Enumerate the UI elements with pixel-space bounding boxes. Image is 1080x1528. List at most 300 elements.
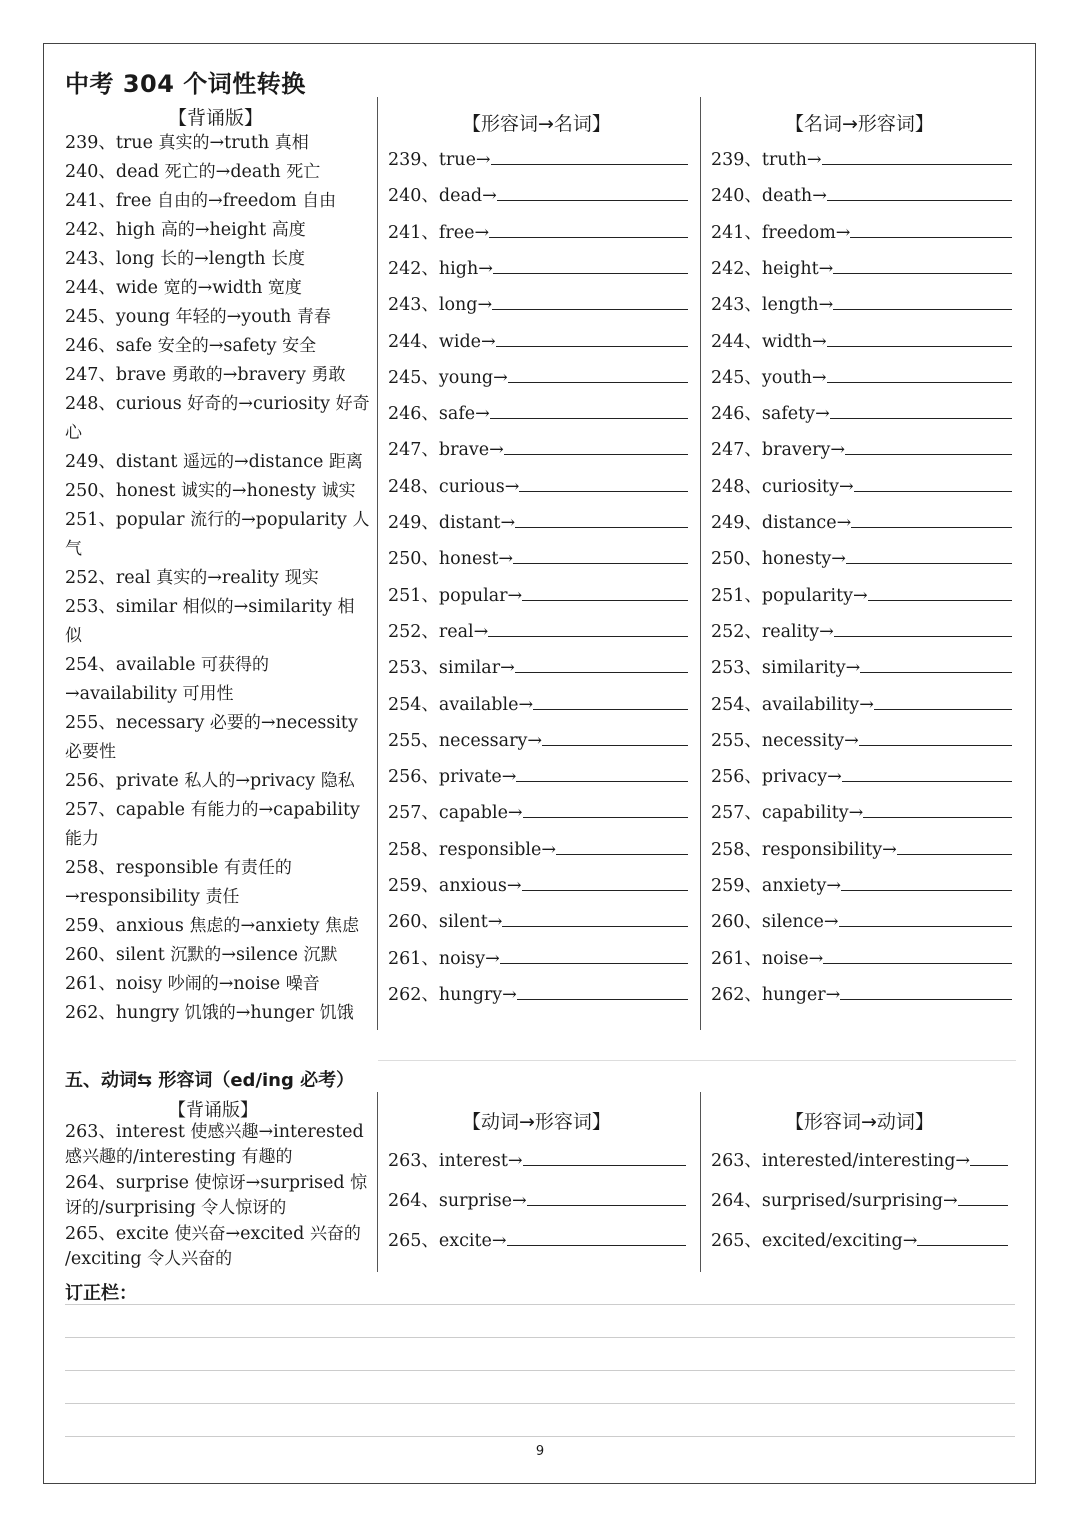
noun-to-adj-row (711, 509, 1012, 534)
answer-blank[interactable] (840, 981, 1012, 1000)
answer-blank[interactable] (833, 291, 1012, 310)
chinese-meaning: 自由的 (157, 191, 209, 211)
english-word: 255、necessary (65, 713, 210, 733)
answer-blank[interactable] (850, 219, 1012, 238)
correction-label: 订正栏： (65, 1283, 137, 1304)
adj-to-noun-row (388, 908, 688, 933)
adj-to-noun-row (388, 182, 688, 207)
answer-blank[interactable] (839, 908, 1012, 927)
chinese-meaning: 诚实的 (180, 481, 232, 501)
noun-to-adj-row (711, 763, 1012, 788)
prompt-word: 263、interest→ (388, 1151, 523, 1171)
recite-item (65, 767, 371, 796)
chinese-meaning: 诚实 (321, 481, 356, 501)
english-word: →availability (65, 684, 183, 704)
chinese-meaning: 好奇心 (65, 394, 370, 443)
english-word: 250、honest (65, 481, 181, 501)
prompt-word: 259、anxiety→ (711, 876, 842, 896)
answer-blank[interactable] (830, 400, 1012, 419)
chinese-meaning: 真实的 (158, 133, 210, 153)
answer-blank[interactable] (497, 182, 688, 201)
prompt-word: 262、hunger→ (711, 984, 841, 1005)
chinese-meaning: 距离 (328, 452, 363, 472)
chinese-meaning: 流行的 (190, 510, 242, 530)
noun-to-adj-row (711, 727, 1012, 752)
english-word: 261、noisy (65, 974, 168, 994)
prompt-word: 254、availability→ (711, 694, 874, 715)
answer-blank[interactable] (859, 727, 1012, 746)
prompt-word: 244、width→ (711, 331, 827, 352)
chinese-meaning: 可用性 (182, 684, 234, 704)
answer-blank[interactable] (523, 799, 688, 818)
prompt-word: 265、excite→ (388, 1231, 507, 1251)
chinese-meaning: 高的 (160, 220, 195, 240)
prompt-word: 254、available→ (388, 694, 534, 715)
answer-blank[interactable] (842, 763, 1012, 782)
adj-to-noun-row (388, 691, 688, 716)
english-word: →popularity (241, 510, 353, 530)
chinese-meaning: 青春 (296, 307, 331, 327)
english-word: →necessity (260, 713, 358, 733)
prompt-word: 257、capable→ (388, 803, 523, 824)
answer-blank[interactable] (500, 945, 688, 964)
english-word: 253、similar (65, 597, 183, 617)
noun-to-adj-row (711, 400, 1012, 425)
english-word: →freedom (208, 191, 303, 211)
english-word: →anxiety (240, 916, 326, 936)
answer-blank[interactable] (868, 582, 1012, 601)
english-word: →curiosity (238, 394, 336, 414)
adj-to-noun-row (388, 364, 688, 389)
section-five-recite-header: 【背诵版】 (168, 1100, 258, 1121)
answer-blank[interactable] (863, 799, 1012, 818)
english-word: →responsibility (65, 887, 206, 907)
prompt-word: 249、distance→ (711, 513, 852, 533)
section-five-title: 五、动词⇆ 形容词（ed/ing 必考） (65, 1070, 355, 1091)
chinese-meaning: 吵闹的 (167, 974, 219, 994)
recite-item (65, 1222, 375, 1272)
chinese-meaning: 能力 (65, 829, 99, 849)
page-title: 中考 304 个词性转换 (65, 70, 306, 98)
verb-to-adj-row (388, 1187, 686, 1212)
answer-blank[interactable] (522, 872, 688, 891)
adj-to-noun-row (388, 981, 688, 1006)
english-word: 257、capable (65, 800, 191, 820)
answer-blank[interactable] (822, 146, 1012, 165)
chinese-meaning: 饥饿 (319, 1003, 354, 1023)
english-word: →reality (207, 568, 285, 588)
prompt-word: 263、interested/interesting→ (711, 1151, 971, 1171)
verb-to-adj-header: 【动词→形容词】 (462, 1111, 611, 1133)
answer-blank[interactable] (517, 981, 688, 1000)
noun-to-adj-row (711, 836, 1012, 861)
english-word: 245、young (65, 307, 176, 327)
prompt-word: 242、high→ (388, 258, 493, 279)
recite-item (65, 709, 371, 767)
noun-to-adj-row (711, 291, 1012, 316)
recite-item (65, 1120, 375, 1170)
english-word: 242、high (65, 220, 161, 240)
chinese-meaning: 安全的 (157, 336, 209, 356)
noun-to-adj-row (711, 981, 1012, 1006)
english-word: →honesty (231, 481, 322, 501)
noun-to-adj-header: 【名词→形容词】 (785, 113, 934, 135)
prompt-word: 250、honesty→ (711, 549, 846, 570)
chinese-meaning: 饥饿的 (184, 1003, 236, 1023)
prompt-word: 258、responsible→ (388, 839, 557, 860)
chinese-meaning: 使感兴趣 (190, 1122, 259, 1142)
adj-to-noun-row (388, 255, 688, 280)
recite-item (65, 970, 371, 999)
answer-blank[interactable] (502, 908, 688, 927)
adj-to-noun-row (388, 799, 688, 824)
answer-blank[interactable] (851, 509, 1012, 528)
adj-to-noun-row (388, 473, 688, 498)
chinese-meaning: 必要的 (209, 713, 261, 733)
chinese-meaning: 兴奋的 (309, 1224, 361, 1244)
answer-blank[interactable] (527, 1187, 686, 1206)
english-word: 247、brave (65, 365, 172, 385)
chinese-meaning: 有趣的 (241, 1147, 293, 1167)
recite-item (65, 1171, 375, 1221)
chinese-meaning: 必要性 (65, 742, 116, 762)
english-word: →length (194, 249, 272, 269)
noun-to-adj-row (711, 182, 1012, 207)
prompt-word: 252、real→ (388, 621, 489, 642)
recite-item (65, 274, 371, 303)
adj-to-noun-row (388, 328, 688, 353)
answer-blank[interactable] (845, 436, 1012, 455)
adj-to-noun-row (388, 400, 688, 425)
english-word: 244、wide (65, 278, 164, 298)
prompt-word: 245、young→ (388, 367, 508, 388)
answer-blank[interactable] (523, 1147, 686, 1166)
chinese-meaning: 勇敢的 (171, 365, 223, 385)
adj-to-noun-row (388, 945, 688, 970)
answer-blank[interactable] (507, 1227, 686, 1246)
english-word: →surprised (245, 1173, 351, 1193)
section-separator (378, 1060, 1016, 1061)
adj-to-verb-row (711, 1147, 1008, 1172)
adj-to-noun-row (388, 509, 688, 534)
english-word: →height (194, 220, 272, 240)
page-number: 9 (535, 1444, 545, 1459)
prompt-word: 260、silence→ (711, 912, 839, 933)
answer-blank[interactable] (897, 836, 1012, 855)
chinese-meaning: 勇敢 (311, 365, 346, 385)
english-word: →youth (226, 307, 297, 327)
english-word: /interesting (133, 1147, 242, 1167)
english-word: 240、dead (65, 162, 165, 182)
english-word: →privacy (235, 771, 321, 791)
answer-blank[interactable] (860, 654, 1012, 673)
verb-to-adj-row (388, 1227, 686, 1252)
chinese-meaning: 令人兴奋的 (147, 1249, 233, 1269)
adj-to-noun-row (388, 291, 688, 316)
adj-to-noun-row (388, 219, 688, 244)
english-word: →truth (209, 133, 275, 153)
recite-header: 【背诵版】 (168, 107, 264, 129)
correction-line (65, 1370, 1015, 1371)
prompt-word: 251、popularity→ (711, 585, 868, 606)
recite-item (65, 477, 371, 506)
english-word: 239、true (65, 133, 159, 153)
english-word: →silence (221, 945, 304, 965)
prompt-word: 243、long→ (388, 295, 493, 316)
answer-blank[interactable] (488, 618, 688, 637)
english-word: 256、private (65, 771, 185, 791)
english-word: →similarity (233, 597, 338, 617)
recite-item (65, 448, 371, 477)
adj-to-noun-row (388, 146, 688, 171)
answer-blank[interactable] (491, 146, 688, 165)
noun-to-adj-row (711, 473, 1012, 498)
chinese-meaning: 长的 (160, 249, 195, 269)
english-word: 246、safe (65, 336, 158, 356)
chinese-meaning: 隐私 (320, 771, 355, 791)
answer-blank[interactable] (533, 691, 688, 710)
adj-to-noun-row (388, 582, 688, 607)
chinese-meaning: 死亡的 (164, 162, 216, 182)
prompt-word: 245、youth→ (711, 367, 827, 388)
english-word: 252、real (65, 568, 157, 588)
prompt-word: 243、length→ (711, 295, 834, 316)
english-word: 241、free (65, 191, 158, 211)
recite-item (65, 332, 371, 361)
recite-item (65, 941, 371, 970)
prompt-word: 261、noisy→ (388, 948, 500, 969)
recite-item (65, 361, 371, 390)
prompt-word: 257、capability→ (711, 803, 864, 824)
answer-blank[interactable] (827, 364, 1012, 383)
chinese-meaning: 感兴趣的 (65, 1147, 133, 1167)
prompt-word: 252、reality→ (711, 621, 834, 642)
answer-blank[interactable] (504, 436, 688, 455)
chinese-meaning: 人气 (65, 510, 370, 559)
answer-blank[interactable] (496, 328, 688, 347)
english-word: 265、excite (65, 1224, 175, 1244)
adj-to-noun-row (388, 545, 688, 570)
answer-blank[interactable] (958, 1187, 1008, 1206)
noun-to-adj-row (711, 618, 1012, 643)
answer-blank[interactable] (846, 545, 1012, 564)
adj-to-noun-header: 【形容词→名词】 (462, 113, 611, 135)
chinese-meaning: 相似 (65, 597, 355, 646)
prompt-word: 258、responsibility→ (711, 839, 897, 860)
chinese-meaning: 有责任的 (223, 858, 292, 878)
correction-line (65, 1436, 1015, 1437)
answer-blank[interactable] (874, 691, 1012, 710)
answer-blank[interactable] (917, 1227, 1008, 1246)
english-word: 264、surprise (65, 1173, 195, 1193)
prompt-word: 240、death→ (711, 186, 827, 207)
noun-to-adj-row (711, 545, 1012, 570)
chinese-meaning: 沉默 (303, 945, 338, 965)
noun-to-adj-row (711, 582, 1012, 607)
chinese-meaning: 真实的 (156, 568, 208, 588)
prompt-word: 242、height→ (711, 258, 834, 279)
noun-to-adj-row (711, 328, 1012, 353)
chinese-meaning: 好奇的 (187, 394, 239, 414)
adj-to-noun-row (388, 836, 688, 861)
prompt-word: 264、surprised/surprising→ (711, 1191, 958, 1211)
noun-to-adj-row (711, 908, 1012, 933)
answer-blank[interactable] (489, 219, 688, 238)
english-word: →death (215, 162, 287, 182)
prompt-word: 261、noise→ (711, 948, 824, 969)
noun-to-adj-row (711, 872, 1012, 897)
chinese-meaning: 焦虑的 (189, 916, 241, 936)
answer-blank[interactable] (493, 255, 688, 274)
english-word: 262、hungry (65, 1003, 185, 1023)
recite-item (65, 564, 371, 593)
chinese-meaning: 遥远的 (183, 452, 235, 472)
prompt-word: 256、privacy→ (711, 767, 842, 788)
answer-blank[interactable] (513, 545, 688, 564)
prompt-word: 244、wide→ (388, 331, 496, 352)
answer-blank[interactable] (490, 400, 688, 419)
adj-to-noun-row (388, 618, 688, 643)
answer-blank[interactable] (542, 727, 688, 746)
column-divider (377, 97, 378, 1030)
english-word: /surprising (99, 1198, 202, 1218)
prompt-word: 260、silent→ (388, 912, 503, 933)
noun-to-adj-row (711, 654, 1012, 679)
prompt-word: 240、dead→ (388, 186, 497, 207)
chinese-meaning: 相似的 (182, 597, 234, 617)
chinese-meaning: 高度 (271, 220, 306, 240)
english-word: →bravery (222, 365, 312, 385)
prompt-word: 265、excited/exciting→ (711, 1231, 918, 1251)
english-word: →hunger (235, 1003, 320, 1023)
noun-to-adj-row (711, 255, 1012, 280)
answer-blank[interactable] (834, 618, 1012, 637)
recite-item (65, 187, 371, 216)
chinese-meaning: 使惊讶 (194, 1173, 246, 1193)
adj-to-noun-row (388, 727, 688, 752)
english-word: →noise (218, 974, 286, 994)
answer-blank[interactable] (516, 763, 688, 782)
adj-to-verb-header: 【形容词→动词】 (785, 1111, 934, 1133)
adj-to-noun-row (388, 872, 688, 897)
answer-blank[interactable] (827, 328, 1012, 347)
chinese-meaning: 噪音 (285, 974, 320, 994)
chinese-meaning: 有能力的 (190, 800, 259, 820)
chinese-meaning: 惊讶的 (65, 1173, 368, 1218)
noun-to-adj-row (711, 436, 1012, 461)
recite-item (65, 506, 371, 564)
english-word: 251、popular (65, 510, 191, 530)
adj-to-noun-row (388, 654, 688, 679)
recite-item (65, 303, 371, 332)
prompt-word: 256、private→ (388, 767, 517, 788)
prompt-word: 247、brave→ (388, 440, 504, 461)
english-word: →excited (225, 1224, 310, 1244)
answer-blank[interactable] (522, 582, 688, 601)
chinese-meaning: 焦虑 (325, 916, 360, 936)
adj-to-verb-row (711, 1227, 1008, 1252)
recite-item (65, 245, 371, 274)
recite-item (65, 912, 371, 941)
prompt-word: 239、true→ (388, 150, 491, 170)
chinese-meaning: 沉默的 (170, 945, 222, 965)
correction-line (65, 1403, 1015, 1404)
english-word: →width (197, 278, 268, 298)
answer-blank[interactable] (854, 473, 1012, 492)
prompt-word: 239、truth→ (711, 150, 822, 170)
prompt-word: 251、popular→ (388, 585, 523, 606)
chinese-meaning: 自由 (302, 191, 337, 211)
recite-item (65, 390, 371, 448)
english-word: →distance (234, 452, 329, 472)
prompt-word: 253、similarity→ (711, 658, 861, 679)
english-word: →capability (258, 800, 360, 820)
english-word: /exciting (65, 1249, 148, 1269)
prompt-word: 246、safe→ (388, 404, 490, 425)
adj-to-noun-row (388, 763, 688, 788)
noun-to-adj-row (711, 945, 1012, 970)
chinese-meaning: 安全 (282, 336, 317, 356)
answer-blank[interactable] (823, 945, 1012, 964)
answer-blank[interactable] (827, 182, 1012, 201)
english-word: 243、long (65, 249, 161, 269)
verb-to-adj-row (388, 1147, 686, 1172)
chinese-meaning: 责任 (205, 887, 240, 907)
noun-to-adj-row (711, 691, 1012, 716)
chinese-meaning: 年轻的 (175, 307, 227, 327)
noun-to-adj-row (711, 146, 1012, 171)
chinese-meaning: 使兴奋 (174, 1224, 226, 1244)
prompt-word: 255、necessity→ (711, 730, 859, 751)
prompt-word: 262、hungry→ (388, 984, 517, 1005)
prompt-word: 249、distant→ (388, 513, 516, 533)
chinese-meaning: 宽的 (163, 278, 198, 298)
recite-item (65, 129, 371, 158)
answer-blank[interactable] (492, 291, 688, 310)
english-word: 258、responsible (65, 858, 224, 878)
adj-to-noun-row (388, 436, 688, 461)
answer-blank[interactable] (841, 872, 1012, 891)
chinese-meaning: 长度 (271, 249, 306, 269)
answer-blank[interactable] (508, 364, 688, 383)
noun-to-adj-row (711, 799, 1012, 824)
english-word: 260、silent (65, 945, 171, 965)
column-divider (700, 1092, 701, 1272)
chinese-meaning: 令人惊讶的 (201, 1198, 287, 1218)
correction-line (65, 1337, 1015, 1338)
recite-item (65, 593, 371, 651)
answer-blank[interactable] (833, 255, 1012, 274)
prompt-word: 264、surprise→ (388, 1191, 527, 1211)
chinese-meaning: 真相 (274, 133, 309, 153)
answer-blank[interactable] (519, 473, 688, 492)
prompt-word: 259、anxious→ (388, 876, 522, 896)
answer-blank[interactable] (515, 654, 688, 673)
answer-blank[interactable] (556, 836, 688, 855)
answer-blank[interactable] (970, 1147, 1008, 1166)
chinese-meaning: 可获得的 (201, 655, 270, 675)
prompt-word: 253、similar→ (388, 658, 515, 679)
recite-item (65, 651, 371, 709)
column-divider (377, 1092, 378, 1272)
answer-blank[interactable] (515, 509, 688, 528)
prompt-word: 241、free→ (388, 222, 490, 243)
prompt-word: 241、freedom→ (711, 222, 851, 243)
english-word: 249、distant (65, 452, 184, 472)
english-word: 263、interest (65, 1122, 191, 1142)
chinese-meaning: 现实 (284, 568, 319, 588)
noun-to-adj-row (711, 219, 1012, 244)
